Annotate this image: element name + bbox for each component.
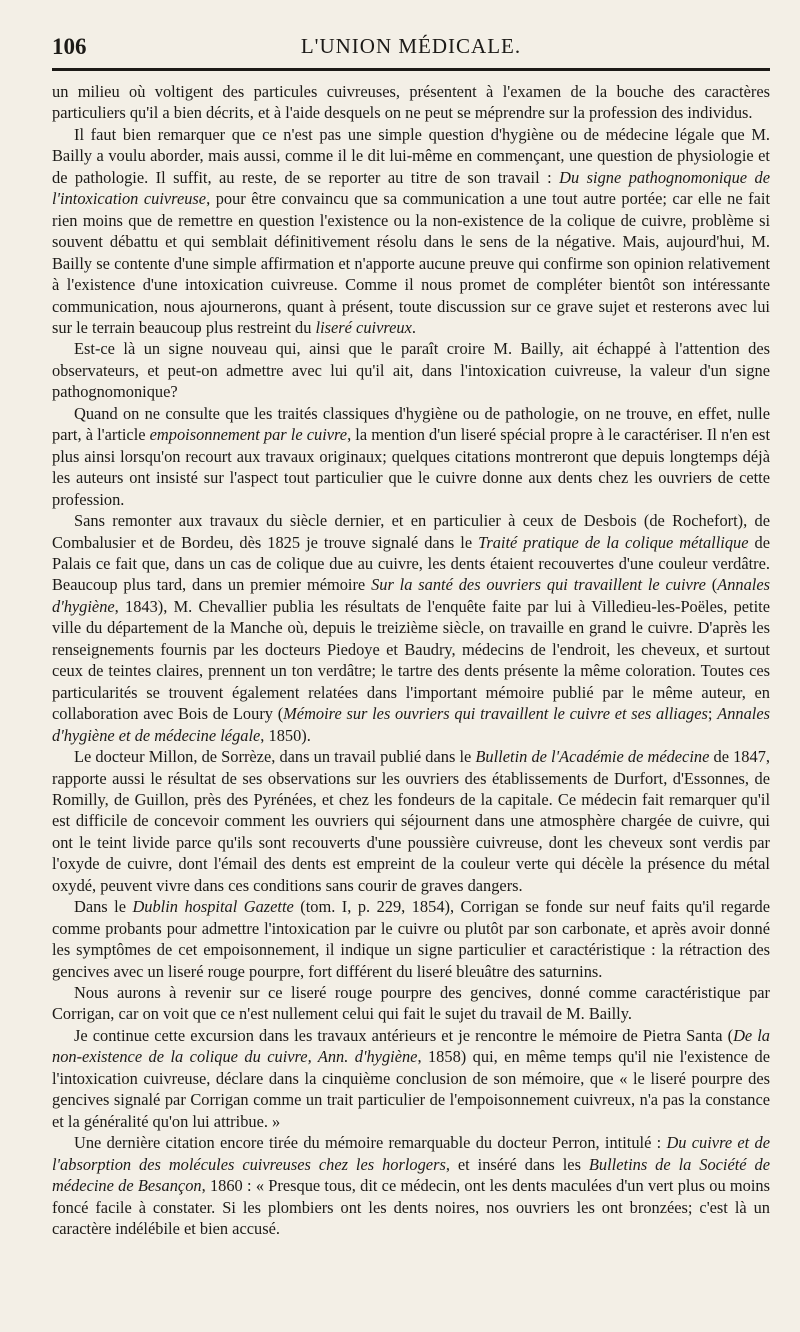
page-header (52, 30, 770, 64)
italic-title: Traité pratique de la colique métallique (478, 532, 749, 552)
text-run: Je continue cette excursion dans les travaux antérieurs et je rencontre le mémoire de Pietra Santa ( (74, 1025, 734, 1045)
italic-title: Dublin hospital Gazette (132, 897, 294, 917)
text-run: Dans le (74, 897, 133, 917)
text-run: . (411, 317, 416, 337)
italic-title: Sur la santé des ouvriers qui travaillent le cuivre (371, 575, 706, 595)
text-run: , pour être convaincu que sa communication a une tout autre portée; car elle ne fait rien moins que de remettre en question l'existence ou la non-existence de la colique de cuivre, problème si souvent débattu et qui semblait définitivement résolu dans le sens de la négative. Mais, aujourd'hui, M. Bailly se contente d'une simple affirmation et n'apporte aucune preuve qui confirme son opinion relativement à l'existence d'une intoxication cuivreuse. Comme il nous promet de compléter bientôt son intéressante communication, nous ajournerons, quant à présent, toute discussion sur ce grave sujet et resterons avec lui sur le terrain beaucoup plus restreint du (52, 189, 770, 337)
paragraph-9 (52, 1025, 770, 1132)
italic-title: Du cuivre et de l'absorption des molécules cuivreuses chez les horlogers (52, 1133, 770, 1174)
text-run: , 1860 : « Presque tous, dit ce médecin, ont les dents maculées d'un vert plus ou moins foncé facile à constater. Si les plombiers ont les dents noires, nos ouvriers les ont bronzées; c'est là un caractère indélébile et bien accusé. (52, 1176, 770, 1239)
text-run: Le docteur Millon, de Sorrèze, dans un travail publié dans le (74, 747, 476, 767)
text-run: Il faut bien remarquer que ce n'est pas une simple question d'hygiène ou de médecine légale que M. Bailly a voulu aborder, mais aussi, comme il le dit lui-même en commençant, une question de physiologie et de pathologie. Il suffit, au reste, de se reporter au titre de son travail : (52, 124, 770, 187)
italic-title: Annales d'hygiène et de médecine légale (52, 704, 770, 745)
text-run: de 1847, rapporte aussi le résultat de ses observations sur les ouvriers des établissements de Durfort, d'Essonnes, de Romilly, de Guillon, près des Pyrénées, et chez les fondeurs de la capitale. Ce médecin fait remarquer qu'il est difficile de concevoir comment les ouvriers qui séjournent dans une atmosphère chargée de cuivre, qui ont le teint livide parce qu'ils sont recouverts d'une poussière cuivreuse, dont les cheveux sont verdis par l'oxyde de cuivre, dont l'émail des dents est empreint de la couleur verte qui décèle la présence du métal oxydé, peuvent vivre dans ces conditions sans courir de graves dangers. (52, 747, 770, 895)
text-run: ( (705, 575, 718, 595)
header-rule (52, 68, 770, 71)
text-run: Nous aurons à revenir sur ce liseré rouge pourpre des gencives, donné comme caractéristique par Corrigan, car on voit que ce n'est nullement celui qui fait le sujet du travail de M. Bailly. (52, 983, 770, 1024)
paragraph-5 (52, 510, 770, 746)
italic-title: Mémoire sur les ouvriers qui travaillent le cuivre et ses alliages (283, 704, 708, 724)
text-run: de Palais ce fait que, dans un cas de colique due au cuivre, les dents étaient recouvertes d'une couleur verdâtre. Beaucoup plus tard, dans un premier mémoire (52, 532, 770, 595)
paragraph-2 (52, 124, 770, 339)
text-run: Quand on ne consulte que les traités classiques d'hygiène ou de pathologie, on ne trouve, en effet, nulle part, à l'article (52, 403, 770, 445)
text-run: , et inséré dans les (445, 1154, 589, 1174)
paragraph-3 (52, 338, 770, 402)
article-body (52, 81, 770, 1239)
page-number: 106 (52, 34, 87, 59)
paragraph-8 (52, 982, 770, 1025)
running-title: L'UNION MÉDICALE. (300, 34, 522, 58)
text-run: ; (707, 704, 718, 724)
paragraph-7 (52, 896, 770, 982)
paragraph-4 (52, 403, 770, 510)
text-run: , la mention d'un liseré spécial propre à le caractériser. Il n'en est plus ainsi lorsqu'on recourt aux travaux originaux; quelques citations montreront que depuis longtemps déjà les auteurs ont insisté sur l'aspect tout particulier que le cuivre donne aux dents chez les ouvriers de cette profession. (52, 425, 770, 509)
paragraph-1 (52, 81, 770, 124)
text-run: un milieu où voltigent des particules cuivreuses, présentent à l'examen de la bouche des caractères particuliers qu'il a bien décrits, et à l'aide desquels on ne peut se méprendre sur la profession des individus. (52, 82, 770, 123)
text-run: Une dernière citation encore tirée du mémoire remarquable du docteur Perron, intitulé : (74, 1133, 667, 1153)
text-run: , 1843), M. Chevallier publia les résultats de l'enquête faite par lui à Villedieu-les-Poëles, petite ville du département de la Manche où, depuis le treizième siècle, on travaille en grand le cuivre. D'après les renseignements fournis par les docteurs Piedoye et Baudry, médecins de l'endroit, les cheveux, et surtout ceux de teintes claires, prennent un ton verdâtre; le tartre des dents présente la même coloration. Toutes ces particularités se trouvent également relatées dans l'important mémoire publié par le même auteur, en collaboration avec Bois de Loury ( (52, 596, 770, 724)
text-run: Sans remonter aux travaux du siècle dernier, et en particulier à ceux de Desbois (de Rochefort), de Combalusier et de Bordeu, dès 1825 je trouve signalé dans le (52, 511, 770, 552)
text-run: Est-ce là un signe nouveau qui, ainsi que le paraît croire M. Bailly, ait échappé à l'attention des observateurs, et peut-on admettre avec lui qu'il ait, dans l'intoxication cuivreuse, la valeur d'un signe pathognomonique? (52, 339, 770, 402)
text-run: (tom. I, p. 229, 1854), Corrigan se fonde sur neuf faits qu'il regarde comme probants pour admettre l'intoxication par le cuivre ou plutôt par son carbonate, et après avoir donné les symptômes de cet empoisonnement, il indique un signe particulier et caractéristique : la rétraction des gencives avec un liseré rouge pourpre, fort différent du liseré bleuâtre des saturnins. (52, 897, 770, 981)
paragraph-10 (52, 1132, 770, 1239)
paragraph-6 (52, 746, 770, 896)
italic-title: Bulletin de l'Académie de médecine (475, 747, 710, 767)
italic-title: liseré cuivreux (315, 317, 412, 337)
italic-title: Du signe pathognomonique de l'intoxication cuivreuse (52, 167, 770, 209)
italic-title: empoisonnement par le cuivre (149, 425, 348, 445)
text-run: , 1850). (260, 725, 311, 745)
text-run: , 1858) qui, en même temps qu'il nie l'existence de l'intoxication cuivreuse, déclare dans la cinquième conclusion de son mémoire, que « le liseré pourpre des gencives signalé par Corrigan comme un trait particulier de l'empoisonnement cuivreux, n'a pas la constance et la généralité qu'on lui attribue. » (52, 1047, 770, 1131)
italic-title: Bulletins de la Société de médecine de Besançon (52, 1154, 771, 1196)
italic-title: Annales d'hygiène (52, 575, 770, 616)
italic-title: De la non-existence de la colique du cuivre, Ann. d'hygiène (52, 1025, 770, 1067)
